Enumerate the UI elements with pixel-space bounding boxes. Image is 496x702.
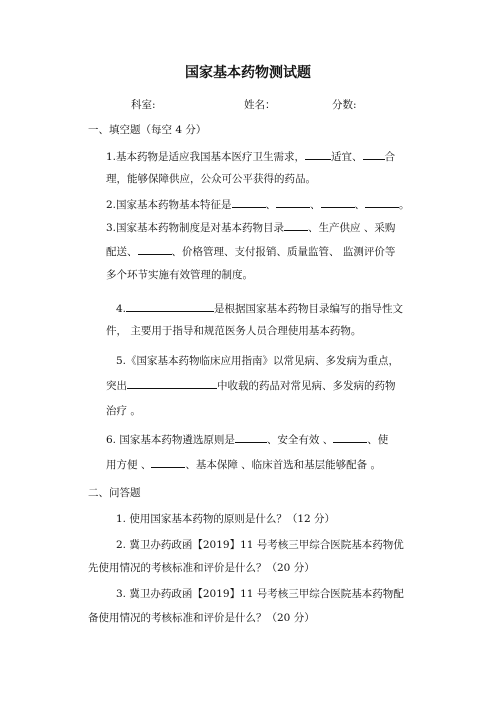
section2-heading: 二、问答题 bbox=[88, 487, 141, 499]
text-segment: 、使 bbox=[367, 434, 389, 446]
answer-blank[interactable] bbox=[232, 196, 266, 208]
answer-blank[interactable] bbox=[333, 431, 367, 443]
fill-question-4-cont: 件， 主要用于指导和规范医务人员合理使用基本药物。 bbox=[106, 325, 362, 337]
answer-blank[interactable] bbox=[321, 196, 355, 208]
text-segment: 、 bbox=[354, 199, 366, 211]
text-segment: 2.国家基本药物基本特征是 bbox=[106, 199, 232, 211]
essay-question-3-cont: 备使用情况的考核标准和评价是什么？（20 分） bbox=[88, 612, 315, 624]
fill-question-5: 5.《国家基本药物临床应用指南》以常见病、多发病为重点， bbox=[116, 355, 400, 367]
fill-question-3 bbox=[106, 219, 395, 235]
answer-blank[interactable] bbox=[127, 377, 217, 389]
fill-question-6 bbox=[106, 431, 388, 447]
text-segment: 、 bbox=[265, 199, 277, 211]
answer-blank[interactable] bbox=[276, 196, 310, 208]
answer-blank[interactable] bbox=[126, 300, 214, 312]
text-segment: 、 bbox=[310, 199, 321, 211]
fill-question-3-cont bbox=[106, 243, 395, 259]
fill-question-1-cont: 理，能够保障供应，公众可公平获得的药品。 bbox=[106, 173, 316, 185]
score-label: 分数: bbox=[332, 99, 357, 111]
essay-question-2-cont: 先使用情况的考核标准和评价是什么？（20 分） bbox=[88, 562, 315, 574]
text-segment: 、安全有效 、 bbox=[266, 434, 334, 446]
text-segment: 突出 bbox=[106, 380, 127, 392]
answer-blank[interactable] bbox=[235, 431, 267, 443]
essay-question-1: 1. 使用国家基本药物的原则是什么？（12 分） bbox=[116, 513, 336, 525]
text-segment: 、基本保障 、临床首选和基层能够配备 。 bbox=[185, 459, 382, 471]
text-segment: 是根据国家基本药物目录编写的指导性文 bbox=[214, 303, 404, 315]
text-segment: 、生产供应 、采购 bbox=[308, 222, 396, 234]
answer-blank[interactable] bbox=[363, 148, 385, 160]
fill-question-3-cont: 多个环节实施有效管理的制度。 bbox=[106, 269, 253, 281]
name-label: 姓名： bbox=[244, 99, 276, 111]
text-segment: 用方便 、 bbox=[106, 459, 152, 471]
answer-blank[interactable] bbox=[138, 243, 172, 255]
text-segment: 1.基本药物是适应我国基本医疗卫生需求， bbox=[106, 151, 306, 163]
answer-blank[interactable] bbox=[151, 456, 185, 468]
fill-question-1 bbox=[106, 148, 395, 164]
document-title: 国家基本药物测试题 bbox=[185, 65, 311, 81]
text-segment: 适宜、 bbox=[331, 151, 363, 163]
text-segment: 4. bbox=[116, 303, 127, 315]
dept-label: 科室: bbox=[131, 99, 156, 111]
section1-heading: 一、填空题（每空 4 分） bbox=[88, 124, 207, 136]
answer-blank[interactable] bbox=[365, 196, 399, 208]
text-segment: 合 bbox=[384, 151, 396, 163]
answer-blank[interactable] bbox=[284, 219, 308, 231]
text-segment: 6. 国家基本药物遴选原则是 bbox=[106, 434, 235, 446]
fill-question-5-cont: 治疗 。 bbox=[106, 405, 141, 417]
fill-question-4 bbox=[116, 300, 403, 316]
fill-question-5-cont bbox=[106, 377, 396, 393]
fill-question-2 bbox=[106, 196, 410, 212]
essay-question-2: 2. 冀卫办药政函【2019】11 号考核三甲综合医院基本药物优 bbox=[116, 539, 404, 551]
text-segment: 、价格管理、支付报销、质量监管、 监测评价等 bbox=[171, 246, 396, 258]
text-segment: 中收载的药品对常见病、多发病的药物 bbox=[217, 380, 396, 392]
fill-question-6-cont bbox=[106, 456, 381, 472]
answer-blank[interactable] bbox=[305, 148, 331, 160]
text-segment: 。 bbox=[399, 199, 410, 211]
text-segment: 3.国家基本药物制度是对基本药物目录 bbox=[106, 222, 285, 234]
text-segment: 配送、 bbox=[106, 246, 138, 258]
essay-question-3: 3. 冀卫办药政函【2019】11 号考核三甲综合医院基本药物配 bbox=[116, 588, 404, 600]
